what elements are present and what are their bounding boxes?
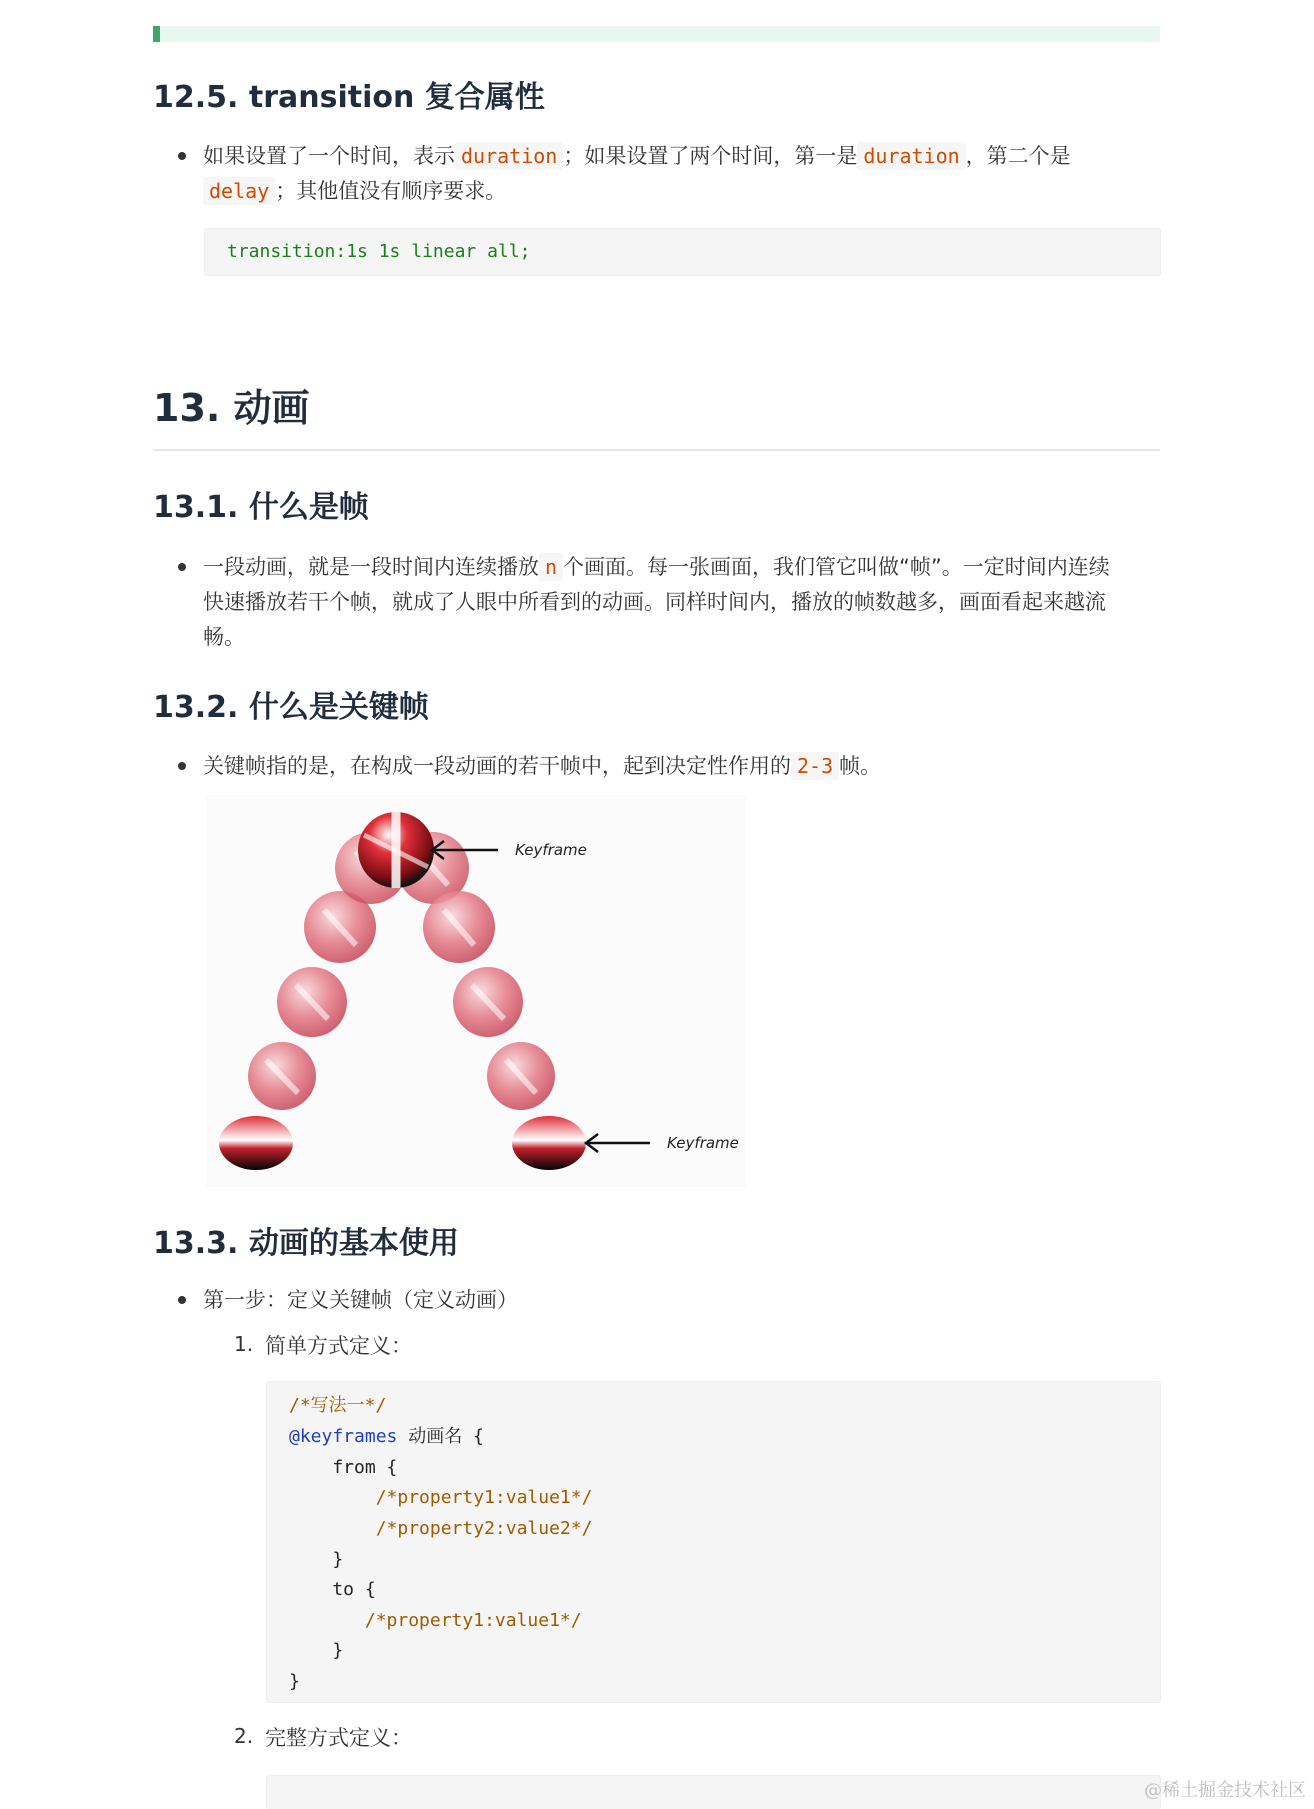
text-segment: ；其他值没有顺序要求。 bbox=[275, 179, 507, 203]
transition-description bbox=[203, 139, 1163, 209]
text-segment: 帧。 bbox=[839, 754, 882, 778]
step-one-text: 第一步：定义关键帧（定义动画） bbox=[203, 1288, 518, 1312]
code-line: } bbox=[289, 1549, 344, 1570]
keyframe-illustration bbox=[206, 795, 746, 1187]
blockquote-bar bbox=[153, 26, 1160, 42]
inline-code-duration: duration bbox=[455, 142, 563, 170]
code-line: /*property1:value1*/ bbox=[289, 1487, 593, 1508]
inline-code-delay: delay bbox=[203, 177, 275, 205]
text-segment: 畅。 bbox=[203, 625, 245, 649]
text-segment: 如果设置了一个时间，表示 bbox=[203, 144, 455, 168]
section-heading-13: 13. 动画 bbox=[153, 386, 310, 430]
bouncing-ball-figure bbox=[206, 795, 746, 1187]
keyframe-label-top: Keyframe bbox=[515, 841, 587, 859]
bullet-dot bbox=[178, 762, 186, 770]
text-segment: 快速播放若干个帧，就成了人眼中所看到的动画。同样时间内，播放的帧数越多，画面看起来越流 bbox=[203, 590, 1106, 614]
list-item-full: 完整方式定义： bbox=[265, 1726, 412, 1750]
code-line: /*property2:value2*/ bbox=[289, 1518, 593, 1539]
bullet-dot bbox=[178, 1296, 186, 1304]
text-segment: 个画面。每一张画面，我们管它叫做“帧”。一定时间内连续 bbox=[563, 555, 1110, 579]
list-number: 1. bbox=[234, 1332, 254, 1356]
text-segment: ；如果设置了两个时间，第一是 bbox=[563, 144, 858, 168]
inline-code-duration: duration bbox=[857, 142, 965, 170]
code-line: /*写法一*/ bbox=[289, 1395, 387, 1416]
section-heading-13-1: 13.1. 什么是帧 bbox=[153, 490, 369, 525]
code-line bbox=[289, 1422, 484, 1452]
text-segment: 关键帧指的是，在构成一段动画的若干帧中，起到决定性作用的 bbox=[203, 754, 791, 778]
frame-description bbox=[203, 550, 1163, 655]
heading-divider bbox=[153, 449, 1160, 451]
section-heading-13-2: 13.2. 什么是关键帧 bbox=[153, 690, 429, 725]
code-block-full-definition bbox=[266, 1775, 1161, 1809]
bullet-dot bbox=[178, 152, 186, 160]
keyframe-ball-bottom-right bbox=[512, 1116, 586, 1170]
code-line: from { bbox=[289, 1457, 398, 1478]
code-line: } bbox=[289, 1640, 344, 1661]
code-block-keyframes bbox=[266, 1381, 1161, 1703]
code-line: /*property1:value1*/ bbox=[289, 1610, 582, 1631]
code-token: 动画名 { bbox=[397, 1426, 484, 1447]
bullet-dot bbox=[178, 563, 186, 571]
list-item-simple: 简单方式定义： bbox=[265, 1334, 412, 1358]
keyframe-ball-bottom-left bbox=[219, 1116, 293, 1170]
keyframe-description bbox=[203, 749, 1163, 784]
code-block-transition bbox=[204, 228, 1161, 276]
watermark: @稀土掘金技术社区 bbox=[1144, 1780, 1306, 1801]
text-segment: ，第二个是 bbox=[965, 144, 1071, 168]
inline-code-n: n bbox=[539, 553, 563, 581]
inline-code-2-3: 2-3 bbox=[791, 752, 839, 780]
code-line: to { bbox=[289, 1579, 376, 1600]
blockquote-accent bbox=[153, 26, 160, 42]
section-heading-13-3: 13.3. 动画的基本使用 bbox=[153, 1226, 459, 1261]
text-segment: 一段动画，就是一段时间内连续播放 bbox=[203, 555, 539, 579]
keyframe-label-bottom: Keyframe bbox=[667, 1134, 739, 1152]
list-number: 2. bbox=[234, 1724, 254, 1748]
section-heading-12-5: 12.5. transition 复合属性 bbox=[153, 80, 545, 115]
code-line: transition:1s 1s linear all; bbox=[227, 241, 531, 262]
code-line: } bbox=[289, 1671, 300, 1692]
code-token-keyword: @keyframes bbox=[289, 1426, 398, 1447]
